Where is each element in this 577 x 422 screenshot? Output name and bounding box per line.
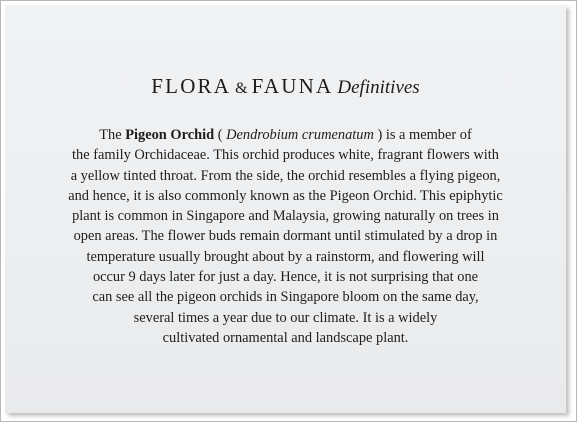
paragraph-line: cultivated ornamental and landscape plant. [162,329,409,346]
species-common-name: Pigeon Orchid [125,127,215,143]
description-paragraph [25,125,546,348]
line1-post: ) is a member of [373,127,472,143]
title-fauna: FAUNA [251,74,334,98]
species-scientific-name: Dendrobium crumenatum [226,127,374,143]
title-definitives: Definitives [337,77,420,98]
paragraph-line: and hence, it is also commonly known as the Pigeon Orchid. This epiphytic [68,187,503,204]
card-title [5,74,566,99]
paragraph-line: a yellow tinted throat. From the side, the orchid resembles a flying pigeon, [70,167,501,184]
title-ampersand: & [235,80,248,97]
info-card [5,5,566,413]
line1-mid: ( [214,127,227,143]
paragraph-line: occur 9 days later for just a day. Hence, it is not surprising that one [92,269,479,286]
paragraph-line: can see all the pigeon orchids in Singapore bloom on the same day, [92,289,479,306]
paragraph-line: plant is common in Singapore and Malaysia, growing naturally on trees in [72,208,499,225]
paragraph-line: temperature usually brought about by a rainstorm, and flowering will [86,248,485,265]
line1-pre: The [99,127,126,143]
paragraph-line: open areas. The flower buds remain dormant until stimulated by a drop in [73,228,498,245]
paragraph-line [25,125,546,145]
paragraph-line: the family Orchidaceae. This orchid produces white, fragrant flowers with [72,147,499,164]
paragraph-line: several times a year due to our climate. It is a widely [133,309,438,326]
title-flora: FLORA [151,74,232,98]
